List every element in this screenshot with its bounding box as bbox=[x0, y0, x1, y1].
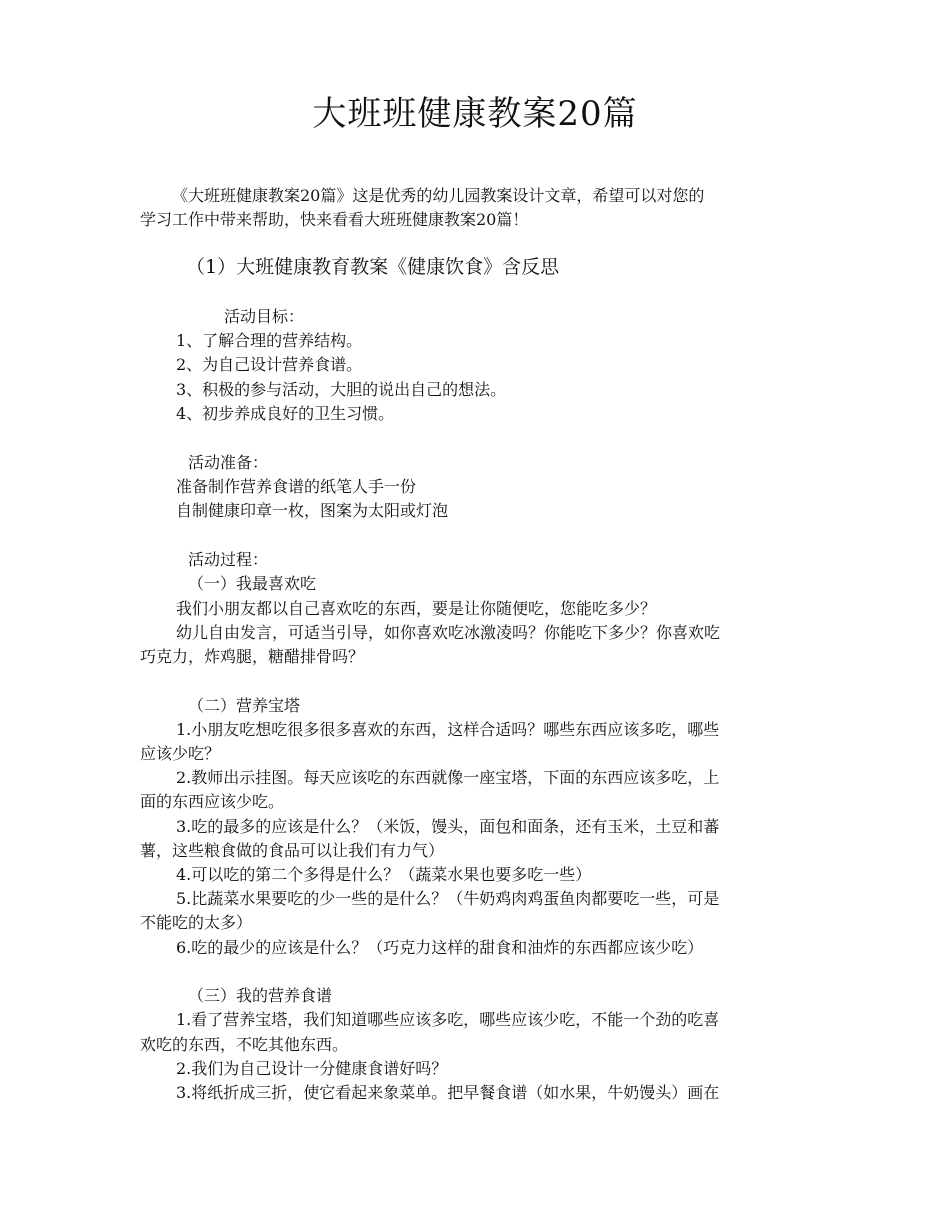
process-heading: 活动过程： bbox=[188, 550, 269, 569]
part-heading: （二）营养宝塔 bbox=[188, 696, 301, 715]
goal-item: 2、为自己设计营养食谱。 bbox=[176, 355, 363, 374]
document-title: 大班班健康教案20篇 bbox=[312, 94, 638, 134]
paragraph-line: 我们小朋友都以自己喜欢吃的东西，要是让你随便吃，您能吃多少？ bbox=[176, 599, 657, 618]
paragraph-line: 1.小朋友吃想吃很多很多喜欢的东西，这样合适吗？哪些东西应该多吃，哪些 bbox=[176, 720, 720, 739]
paragraph-line: 6.吃的最少的应该是什么？（巧克力这样的甜食和油炸的东西都应该少吃） bbox=[176, 938, 704, 957]
paragraph-line: 2.教师出示挂图。每天应该吃的东西就像一座宝塔，下面的东西应该多吃，上 bbox=[176, 768, 720, 787]
paragraph-line: 不能吃的太多） bbox=[140, 913, 253, 932]
part-heading: （三）我的营养食谱 bbox=[188, 986, 333, 1005]
part-heading: （一）我最喜欢吃 bbox=[188, 574, 317, 593]
goal-item: 3、积极的参与活动，大胆的说出自己的想法。 bbox=[176, 380, 507, 399]
paragraph-line: 2.我们为自己设计一分健康食谱好吗？ bbox=[176, 1059, 448, 1078]
paragraph-line: 4.可以吃的第二个多得是什么？（蔬菜水果也要多吃一些） bbox=[176, 865, 592, 884]
paragraph-line: 面的东西应该少吃。 bbox=[140, 792, 285, 811]
prep-item: 自制健康印章一枚，图案为太阳或灯泡 bbox=[176, 501, 449, 520]
paragraph-line: 薯，这些粮食做的食品可以让我们有力气） bbox=[140, 841, 445, 860]
paragraph-line: 应该少吃？ bbox=[140, 744, 221, 763]
intro-line: 学习工作中带来帮助，快来看看大班班健康教案20篇！ bbox=[140, 210, 529, 229]
goal-item: 1、了解合理的营养结构。 bbox=[176, 331, 363, 350]
paragraph-line: 1.看了营养宝塔，我们知道哪些应该多吃，哪些应该少吃，不能一个劲的吃喜 bbox=[176, 1010, 720, 1029]
prep-item: 准备制作营养食谱的纸笔人手一份 bbox=[176, 477, 417, 496]
prep-heading: 活动准备： bbox=[188, 453, 269, 472]
goal-item: 4、初步养成良好的卫生习惯。 bbox=[176, 404, 395, 423]
paragraph-line: 3.吃的最多的应该是什么？（米饭，馒头，面包和面条，还有玉米，土豆和蕃 bbox=[176, 817, 720, 836]
goals-heading: 活动目标： bbox=[224, 307, 305, 326]
intro-line: 《大班班健康教案20篇》这是优秀的幼儿园教案设计文章，希望可以对您的 bbox=[172, 186, 705, 205]
paragraph-line: 欢吃的东西，不吃其他东西。 bbox=[140, 1035, 349, 1054]
paragraph-line: 5.比蔬菜水果要吃的少一些的是什么？（牛奶鸡肉鸡蛋鱼肉都要吃一些，可是 bbox=[176, 889, 720, 908]
paragraph-line: 幼儿自由发言，可适当引导，如你喜欢吃冰激凌吗？你能吃下多少？你喜欢吃 bbox=[176, 623, 721, 642]
paragraph-line: 巧克力，炸鸡腿，糖醋排骨吗？ bbox=[140, 647, 365, 666]
section-title: （1）大班健康教育教案《健康饮食》含反思 bbox=[186, 256, 560, 278]
paragraph-line: 3.将纸折成三折，使它看起来象菜单。把早餐食谱（如水果，牛奶馒头）画在 bbox=[176, 1083, 720, 1102]
